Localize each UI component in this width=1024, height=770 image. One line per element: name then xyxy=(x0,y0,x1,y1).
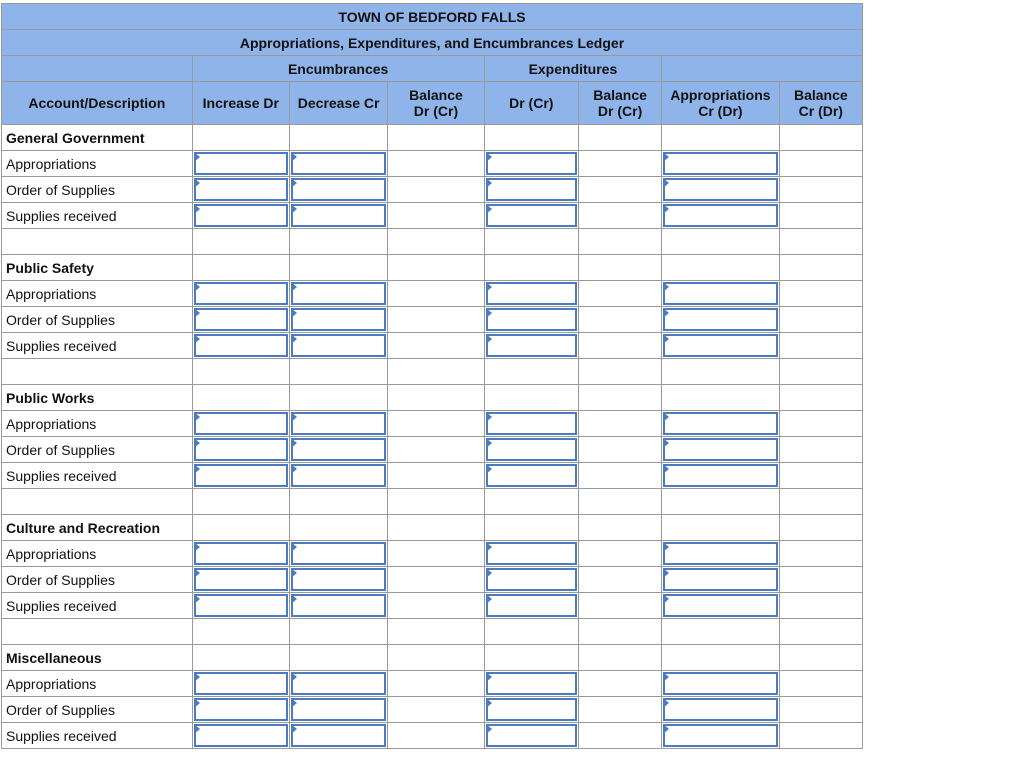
ledger-entry-row xyxy=(2,151,863,177)
exp-dr-cr-cell[interactable] xyxy=(484,541,578,567)
enc-balance-cell xyxy=(388,671,484,697)
exp-dr-cr-cell xyxy=(484,385,578,411)
ledger-title: TOWN OF BEDFORD FALLS xyxy=(2,4,863,30)
increase-dr-input[interactable] xyxy=(194,542,288,565)
appropriations-cell xyxy=(662,619,779,645)
function-header-row xyxy=(2,385,863,411)
enc-balance-cell xyxy=(388,307,484,333)
decrease-cr-input[interactable] xyxy=(291,594,386,617)
enc-balance-cell xyxy=(388,203,484,229)
entry-description: Supplies received xyxy=(2,333,193,359)
app-balance-cell xyxy=(779,593,862,619)
exp-dr-cr-input[interactable] xyxy=(486,334,577,357)
appropriations-cell[interactable] xyxy=(662,567,779,593)
exp-balance-cell xyxy=(578,671,661,697)
app-balance-cell xyxy=(779,567,862,593)
decrease-cr-input[interactable] xyxy=(291,724,386,747)
app-balance-cell xyxy=(779,515,862,541)
increase-dr-input[interactable] xyxy=(194,308,288,331)
app-balance-cell xyxy=(779,385,862,411)
increase-dr-input[interactable] xyxy=(194,412,288,435)
decrease-cr-cell[interactable] xyxy=(289,333,387,359)
appropriations-cell[interactable] xyxy=(662,151,779,177)
col-appropriation-balance: Balance Cr (Dr) xyxy=(779,82,862,125)
entry-description: Supplies received xyxy=(2,593,193,619)
appropriations-cell[interactable] xyxy=(662,723,779,749)
exp-dr-cr-cell[interactable] xyxy=(484,593,578,619)
app-balance-cell xyxy=(779,255,862,281)
decrease-cr-cell xyxy=(289,359,387,385)
enc-balance-cell xyxy=(388,541,484,567)
appropriations-input[interactable] xyxy=(663,698,777,721)
exp-dr-cr-cell[interactable] xyxy=(484,177,578,203)
appropriations-input[interactable] xyxy=(663,308,777,331)
spacer-row xyxy=(2,229,863,255)
appropriations-cell xyxy=(662,645,779,671)
entry-description: Appropriations xyxy=(2,541,193,567)
decrease-cr-input[interactable] xyxy=(291,672,386,695)
increase-dr-input[interactable] xyxy=(194,204,288,227)
decrease-cr-cell[interactable] xyxy=(289,723,387,749)
decrease-cr-cell[interactable] xyxy=(289,151,387,177)
exp-balance-cell xyxy=(578,229,661,255)
exp-dr-cr-input[interactable] xyxy=(486,282,577,305)
app-balance-cell xyxy=(779,723,862,749)
app-balance-cell xyxy=(779,411,862,437)
decrease-cr-cell[interactable] xyxy=(289,437,387,463)
exp-dr-cr-input[interactable] xyxy=(486,204,577,227)
increase-dr-cell[interactable] xyxy=(192,411,289,437)
appropriations-input[interactable] xyxy=(663,152,777,175)
entry-description: Order of Supplies xyxy=(2,567,193,593)
increase-dr-cell xyxy=(192,645,289,671)
enc-balance-cell xyxy=(388,697,484,723)
increase-dr-cell[interactable] xyxy=(192,593,289,619)
col-increase-dr: Increase Dr xyxy=(192,82,289,125)
app-balance-cell xyxy=(779,437,862,463)
ledger-entry-row xyxy=(2,411,863,437)
exp-dr-cr-cell[interactable] xyxy=(484,151,578,177)
encumbrances-header: Encumbrances xyxy=(192,56,484,82)
appropriations-cell[interactable] xyxy=(662,593,779,619)
app-balance-cell xyxy=(779,203,862,229)
exp-dr-cr-cell xyxy=(484,515,578,541)
increase-dr-cell xyxy=(192,125,289,151)
enc-balance-cell xyxy=(388,515,484,541)
increase-dr-cell[interactable] xyxy=(192,567,289,593)
exp-dr-cr-cell[interactable] xyxy=(484,411,578,437)
exp-dr-cr-input[interactable] xyxy=(486,464,577,487)
col-appropriations: Appropriations Cr (Dr) xyxy=(662,82,779,125)
enc-balance-cell xyxy=(388,359,484,385)
decrease-cr-cell xyxy=(289,229,387,255)
decrease-cr-cell[interactable] xyxy=(289,177,387,203)
appropriations-input[interactable] xyxy=(663,204,777,227)
function-header-row xyxy=(2,515,863,541)
exp-balance-cell xyxy=(578,333,661,359)
appropriations-input[interactable] xyxy=(663,282,777,305)
app-balance-cell xyxy=(779,619,862,645)
function-header-row xyxy=(2,255,863,281)
appropriations-cell xyxy=(662,515,779,541)
exp-balance-cell xyxy=(578,515,661,541)
ledger-subtitle: Appropriations, Expenditures, and Encumbrances Ledger xyxy=(2,30,863,56)
appropriations-cell[interactable] xyxy=(662,697,779,723)
appropriations-input[interactable] xyxy=(663,412,777,435)
decrease-cr-cell[interactable] xyxy=(289,541,387,567)
increase-dr-cell[interactable] xyxy=(192,437,289,463)
increase-dr-cell xyxy=(192,515,289,541)
increase-dr-cell xyxy=(192,255,289,281)
exp-balance-cell xyxy=(578,645,661,671)
enc-balance-cell xyxy=(388,567,484,593)
appropriations-cell[interactable] xyxy=(662,203,779,229)
increase-dr-cell[interactable] xyxy=(192,671,289,697)
increase-dr-input[interactable] xyxy=(194,464,288,487)
enc-balance-cell xyxy=(388,437,484,463)
increase-dr-input[interactable] xyxy=(194,178,288,201)
decrease-cr-input[interactable] xyxy=(291,568,386,591)
exp-dr-cr-input[interactable] xyxy=(486,178,577,201)
ledger-entry-row xyxy=(2,177,863,203)
appropriations-cell[interactable] xyxy=(662,411,779,437)
appropriations-cell xyxy=(662,125,779,151)
exp-balance-cell xyxy=(578,619,661,645)
exp-dr-cr-cell xyxy=(484,619,578,645)
increase-dr-cell xyxy=(192,229,289,255)
decrease-cr-input[interactable] xyxy=(291,334,386,357)
decrease-cr-cell[interactable] xyxy=(289,671,387,697)
decrease-cr-cell[interactable] xyxy=(289,463,387,489)
exp-dr-cr-input[interactable] xyxy=(486,672,577,695)
appropriations-cell xyxy=(662,489,779,515)
appropriations-cell[interactable] xyxy=(662,437,779,463)
decrease-cr-input[interactable] xyxy=(291,542,386,565)
exp-balance-cell xyxy=(578,359,661,385)
appropriations-input[interactable] xyxy=(663,438,777,461)
decrease-cr-cell[interactable] xyxy=(289,281,387,307)
decrease-cr-input[interactable] xyxy=(291,178,386,201)
appropriations-cell[interactable] xyxy=(662,177,779,203)
exp-dr-cr-cell[interactable] xyxy=(484,723,578,749)
increase-dr-input[interactable] xyxy=(194,594,288,617)
appropriations-cell[interactable] xyxy=(662,671,779,697)
app-balance-cell xyxy=(779,489,862,515)
col-decrease-cr: Decrease Cr xyxy=(289,82,387,125)
exp-dr-cr-cell[interactable] xyxy=(484,463,578,489)
appropriations-input[interactable] xyxy=(663,542,777,565)
appropriations-cell[interactable] xyxy=(662,541,779,567)
exp-balance-cell xyxy=(578,541,661,567)
exp-dr-cr-cell[interactable] xyxy=(484,333,578,359)
increase-dr-cell[interactable] xyxy=(192,281,289,307)
entry-description: Supplies received xyxy=(2,203,193,229)
entry-description: Appropriations xyxy=(2,281,193,307)
appropriations-input[interactable] xyxy=(663,672,777,695)
col-encumbrance-balance: Balance Dr (Cr) xyxy=(388,82,484,125)
exp-balance-cell xyxy=(578,697,661,723)
increase-dr-cell[interactable] xyxy=(192,203,289,229)
ledger-entry-row xyxy=(2,463,863,489)
ledger-entry-row xyxy=(2,281,863,307)
exp-dr-cr-cell xyxy=(484,255,578,281)
increase-dr-cell[interactable] xyxy=(192,723,289,749)
app-balance-cell xyxy=(779,697,862,723)
exp-dr-cr-input[interactable] xyxy=(486,412,577,435)
ledger-entry-row xyxy=(2,567,863,593)
app-balance-cell xyxy=(779,541,862,567)
app-balance-cell xyxy=(779,281,862,307)
exp-balance-cell xyxy=(578,255,661,281)
decrease-cr-cell xyxy=(289,515,387,541)
appropriations-input[interactable] xyxy=(663,594,777,617)
increase-dr-input[interactable] xyxy=(194,438,288,461)
enc-balance-cell xyxy=(388,463,484,489)
increase-dr-input[interactable] xyxy=(194,672,288,695)
exp-balance-cell xyxy=(578,463,661,489)
increase-dr-cell xyxy=(192,489,289,515)
enc-balance-cell xyxy=(388,177,484,203)
appropriations-cell[interactable] xyxy=(662,281,779,307)
increase-dr-cell xyxy=(192,619,289,645)
exp-dr-cr-cell[interactable] xyxy=(484,437,578,463)
appropriations-cell xyxy=(662,255,779,281)
decrease-cr-input[interactable] xyxy=(291,464,386,487)
exp-balance-cell xyxy=(578,567,661,593)
exp-dr-cr-cell[interactable] xyxy=(484,203,578,229)
ledger-entry-row xyxy=(2,593,863,619)
app-balance-cell xyxy=(779,125,862,151)
increase-dr-input[interactable] xyxy=(194,698,288,721)
increase-dr-cell xyxy=(192,359,289,385)
appropriations-group-blank xyxy=(662,56,863,82)
enc-balance-cell xyxy=(388,723,484,749)
spacer-row xyxy=(2,489,863,515)
ledger-entry-row xyxy=(2,671,863,697)
increase-dr-cell[interactable] xyxy=(192,463,289,489)
exp-dr-cr-input[interactable] xyxy=(486,308,577,331)
exp-balance-cell xyxy=(578,203,661,229)
decrease-cr-cell xyxy=(289,385,387,411)
increase-dr-cell[interactable] xyxy=(192,307,289,333)
appropriations-cell xyxy=(662,229,779,255)
entry-description: Supplies received xyxy=(2,723,193,749)
enc-balance-cell xyxy=(388,385,484,411)
entry-description: Order of Supplies xyxy=(2,697,193,723)
exp-balance-cell xyxy=(578,281,661,307)
function-header-row xyxy=(2,125,863,151)
ledger-entry-row xyxy=(2,541,863,567)
decrease-cr-cell xyxy=(289,489,387,515)
account-cell xyxy=(2,489,193,515)
decrease-cr-input[interactable] xyxy=(291,152,386,175)
ledger-entry-row xyxy=(2,437,863,463)
appropriations-cell xyxy=(662,385,779,411)
appropriations-cell[interactable] xyxy=(662,333,779,359)
enc-balance-cell xyxy=(388,151,484,177)
enc-balance-cell xyxy=(388,489,484,515)
exp-dr-cr-input[interactable] xyxy=(486,594,577,617)
function-header-row xyxy=(2,645,863,671)
decrease-cr-input[interactable] xyxy=(291,204,386,227)
exp-balance-cell xyxy=(578,151,661,177)
appropriations-cell[interactable] xyxy=(662,463,779,489)
decrease-cr-cell[interactable] xyxy=(289,307,387,333)
exp-dr-cr-cell xyxy=(484,489,578,515)
exp-dr-cr-cell xyxy=(484,229,578,255)
appropriations-cell[interactable] xyxy=(662,307,779,333)
appropriations-input[interactable] xyxy=(663,568,777,591)
entry-description: Appropriations xyxy=(2,151,193,177)
app-balance-cell xyxy=(779,359,862,385)
exp-dr-cr-cell[interactable] xyxy=(484,671,578,697)
increase-dr-cell[interactable] xyxy=(192,697,289,723)
entry-description: Appropriations xyxy=(2,411,193,437)
col-expenditure-balance: Balance Dr (Cr) xyxy=(578,82,661,125)
appropriations-input[interactable] xyxy=(663,178,777,201)
exp-dr-cr-input[interactable] xyxy=(486,724,577,747)
account-cell xyxy=(2,359,193,385)
exp-dr-cr-cell xyxy=(484,359,578,385)
entry-description: Order of Supplies xyxy=(2,177,193,203)
decrease-cr-cell[interactable] xyxy=(289,411,387,437)
increase-dr-cell xyxy=(192,385,289,411)
enc-balance-cell xyxy=(388,645,484,671)
exp-dr-cr-cell[interactable] xyxy=(484,307,578,333)
function-name: Public Safety xyxy=(2,255,193,281)
account-cell xyxy=(2,229,193,255)
app-balance-cell xyxy=(779,151,862,177)
function-name: Culture and Recreation xyxy=(2,515,193,541)
exp-dr-cr-input[interactable] xyxy=(486,698,577,721)
enc-balance-cell xyxy=(388,125,484,151)
exp-balance-cell xyxy=(578,593,661,619)
exp-dr-cr-cell[interactable] xyxy=(484,281,578,307)
decrease-cr-input[interactable] xyxy=(291,438,386,461)
col-expenditure-dr-cr: Dr (Cr) xyxy=(484,82,578,125)
decrease-cr-cell xyxy=(289,619,387,645)
appropriations-cell xyxy=(662,359,779,385)
ledger-entry-row xyxy=(2,333,863,359)
app-balance-cell xyxy=(779,463,862,489)
entry-description: Order of Supplies xyxy=(2,437,193,463)
ledger-entry-row xyxy=(2,723,863,749)
app-balance-cell xyxy=(779,333,862,359)
decrease-cr-cell[interactable] xyxy=(289,697,387,723)
exp-balance-cell xyxy=(578,385,661,411)
exp-dr-cr-cell[interactable] xyxy=(484,567,578,593)
decrease-cr-cell[interactable] xyxy=(289,593,387,619)
exp-balance-cell xyxy=(578,489,661,515)
decrease-cr-input[interactable] xyxy=(291,308,386,331)
decrease-cr-cell[interactable] xyxy=(289,567,387,593)
app-balance-cell xyxy=(779,645,862,671)
ledger-body xyxy=(2,125,863,749)
exp-dr-cr-cell xyxy=(484,645,578,671)
entry-description: Order of Supplies xyxy=(2,307,193,333)
exp-balance-cell xyxy=(578,437,661,463)
ledger-entry-row xyxy=(2,697,863,723)
exp-balance-cell xyxy=(578,411,661,437)
function-name: Public Works xyxy=(2,385,193,411)
spacer-row xyxy=(2,359,863,385)
exp-dr-cr-input[interactable] xyxy=(486,438,577,461)
increase-dr-input[interactable] xyxy=(194,334,288,357)
increase-dr-cell[interactable] xyxy=(192,177,289,203)
decrease-cr-input[interactable] xyxy=(291,412,386,435)
exp-dr-cr-input[interactable] xyxy=(486,568,577,591)
ledger-table xyxy=(1,3,863,749)
enc-balance-cell xyxy=(388,411,484,437)
exp-balance-cell xyxy=(578,125,661,151)
exp-dr-cr-cell[interactable] xyxy=(484,697,578,723)
decrease-cr-input[interactable] xyxy=(291,698,386,721)
decrease-cr-cell xyxy=(289,255,387,281)
function-name: General Government xyxy=(2,125,193,151)
increase-dr-input[interactable] xyxy=(194,282,288,305)
enc-balance-cell xyxy=(388,255,484,281)
enc-balance-cell xyxy=(388,593,484,619)
app-balance-cell xyxy=(779,177,862,203)
exp-dr-cr-input[interactable] xyxy=(486,542,577,565)
enc-balance-cell xyxy=(388,281,484,307)
app-balance-cell xyxy=(779,307,862,333)
col-account-description: Account/Description xyxy=(2,82,193,125)
increase-dr-input[interactable] xyxy=(194,724,288,747)
decrease-cr-cell xyxy=(289,125,387,151)
exp-balance-cell xyxy=(578,723,661,749)
exp-dr-cr-input[interactable] xyxy=(486,152,577,175)
increase-dr-input[interactable] xyxy=(194,152,288,175)
appropriations-input[interactable] xyxy=(663,464,777,487)
decrease-cr-input[interactable] xyxy=(291,282,386,305)
decrease-cr-cell xyxy=(289,645,387,671)
increase-dr-cell[interactable] xyxy=(192,333,289,359)
entry-description: Appropriations xyxy=(2,671,193,697)
ledger-entry-row xyxy=(2,307,863,333)
appropriations-input[interactable] xyxy=(663,724,777,747)
ledger-entry-row xyxy=(2,203,863,229)
exp-balance-cell xyxy=(578,177,661,203)
exp-balance-cell xyxy=(578,307,661,333)
decrease-cr-cell[interactable] xyxy=(289,203,387,229)
entry-description: Supplies received xyxy=(2,463,193,489)
app-balance-cell xyxy=(779,671,862,697)
app-balance-cell xyxy=(779,229,862,255)
enc-balance-cell xyxy=(388,619,484,645)
appropriations-input[interactable] xyxy=(663,334,777,357)
spacer-row xyxy=(2,619,863,645)
increase-dr-cell[interactable] xyxy=(192,151,289,177)
enc-balance-cell xyxy=(388,333,484,359)
increase-dr-cell[interactable] xyxy=(192,541,289,567)
account-cell xyxy=(2,619,193,645)
increase-dr-input[interactable] xyxy=(194,568,288,591)
enc-balance-cell xyxy=(388,229,484,255)
function-name: Miscellaneous xyxy=(2,645,193,671)
group-header-blank xyxy=(2,56,193,82)
exp-dr-cr-cell xyxy=(484,125,578,151)
expenditures-header: Expenditures xyxy=(484,56,662,82)
